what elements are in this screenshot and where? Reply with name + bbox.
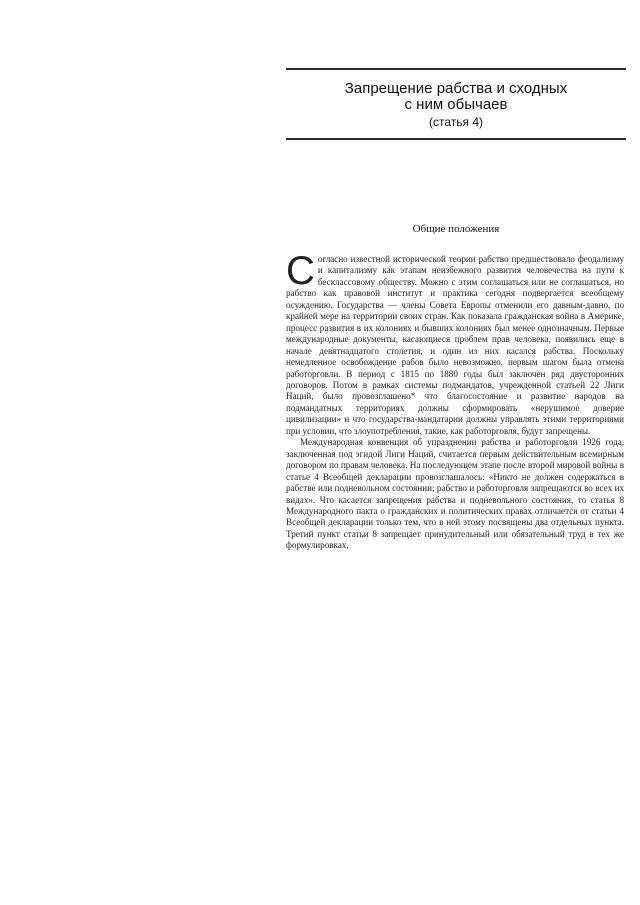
header-bottom-rule xyxy=(286,138,626,140)
chapter-header xyxy=(286,68,626,140)
chapter-title-line-2: с ним обычаев xyxy=(404,96,508,113)
header-top-rule xyxy=(286,68,626,70)
drop-cap: С xyxy=(286,249,315,293)
paragraph-1 xyxy=(286,249,624,437)
chapter-title xyxy=(286,81,626,113)
paragraph-2: Международная конвенция об упразднении рабства и работорговли 1926 года, заключенная под эгидой Лиги Наций, считается первым действительным всемирным договором по правам человека. На последующем этапе после второй мировой войны в статье 4 Всеобщей декларации провозглашалось: «Никто не должен содержаться в рабстве или подневольном состоянии; рабство и работорговля запрещаются во всех их видах». Что касается запрещения рабства и подневольного состояния, то статья 8 Международного пакта о гражданских и политических правах отличается от статьи 4 Всеобщей декларации только тем, что в ней этому посвящены два отдельных пункта. Третий пункт статьи 8 запрещает принудительный или обязательный труд в тех же формулировках, xyxy=(286,437,624,551)
paragraph-1-text: огласно известной исторической теории рабство предшествовало феодализму и капитализму как этапам неизбежного развития человечества на пути к бесклассовому обществу. Можно с этим соглашаться или не соглашаться, но рабство как правовой институт и практика сегодня подвергается всеобщему осуждению. Государства — члены Совета Европы отменили его давным-давно, по крайней мере на территории своих стран. Как показала гражданская война в Америке, процесс развития в их колониях и бывших колониях был менее однозначным. Первые международные документы, касающиеся проблем прав человека, появились еще в начале девятнадцатого столетия, и один из них касался рабства. Поскольку немедленное освобождение рабов было невозможно, первым шагом была отмена работорговли. В период с 1815 по 1880 годы был заключен ряд двусторонних договоров. Потом в рамках системы подмандатов, учрежденной статьей 22 Лиги Наций, было провозглашено* что благосостояние и развитие народов на подмандатных территориях должны сформировать «нерушимое доверие цивилизации» и что государства-мандатарии должны управлять этими территориями при условии, что злоупотребления, такие, как работорговля, будут запрещены. xyxy=(286,254,624,436)
section-heading: Общие положения xyxy=(412,223,500,235)
chapter-title-line-1: Запрещение рабства и сходных xyxy=(344,80,568,97)
chapter-subtitle: (статья 4) xyxy=(428,115,484,129)
body-text xyxy=(286,249,624,552)
